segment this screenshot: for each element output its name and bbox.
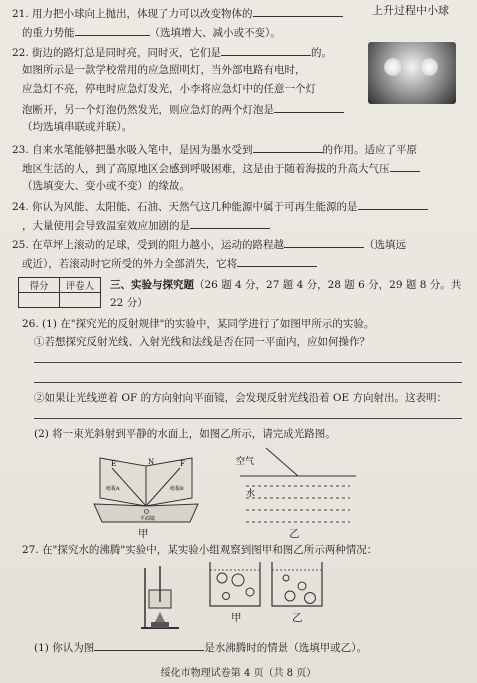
q22-blank-2[interactable] xyxy=(274,102,344,113)
q23-text-a: 23. 自来水笔能够把墨水吸入笔中，是因为墨水受到 xyxy=(12,144,253,156)
label-mirror: 平面镜 xyxy=(140,516,156,522)
q22-text-a: 22. 街边的路灯总是同时亮，同时灭，它们是 xyxy=(12,47,222,59)
label-plate-a: 纸板A xyxy=(106,486,120,492)
bubble-a1 xyxy=(217,573,227,583)
section3-total: 22 分） xyxy=(110,297,148,309)
q23-line2 xyxy=(22,161,420,176)
reflection-apparatus-figure xyxy=(92,446,202,526)
q23-line1 xyxy=(12,142,417,157)
figure-b-caption: 乙 xyxy=(289,528,300,540)
score-label: 得分 xyxy=(19,278,60,293)
beaker-b xyxy=(272,562,322,606)
q24-text-b: ，大量使用会导致温室效应加剧的是 xyxy=(22,220,190,232)
q23-text-b: 的作用。适应了平原 xyxy=(322,144,418,156)
q27-blank-1[interactable] xyxy=(94,640,204,651)
q26-answer-line-2[interactable] xyxy=(34,382,462,383)
q27-intro: 27. 在"探究水的沸腾"实验中，某实验小组观察到图甲和图乙所示两种情况： xyxy=(22,544,378,556)
label-f: F xyxy=(180,460,185,468)
q26-part2: ②如果让光线逆着 OF 的方向射向平面镜，会发现反射光线沿着 OE 方向射出。这表明： xyxy=(34,392,448,404)
q25-text-a: 25. 在草坪上滚动的足球，受到的阻力越小，运动的路程越 xyxy=(12,239,285,251)
q21-text-b: 的重力势能 xyxy=(22,27,75,39)
bubble-a4 xyxy=(223,593,230,600)
label-air: 空气 xyxy=(236,457,255,467)
beaker-a xyxy=(210,562,260,606)
label-plate-b: 纸板B xyxy=(170,486,184,492)
bubble-b3 xyxy=(285,591,295,601)
q27-q1 xyxy=(34,640,367,655)
label-water: 水 xyxy=(246,489,256,499)
label-n: N xyxy=(148,458,155,466)
boiling-apparatus-figure xyxy=(135,562,185,632)
q24-blank-2[interactable] xyxy=(190,218,270,229)
emergency-lamp-photo xyxy=(368,42,456,104)
bubble-b4 xyxy=(305,593,316,604)
bubble-a2 xyxy=(232,574,244,586)
burner xyxy=(151,622,169,628)
q25-blank-1[interactable] xyxy=(284,237,364,248)
q26-answer-line-1[interactable] xyxy=(34,362,462,363)
bubble-b1 xyxy=(283,575,289,581)
q27-q1-text-a: (1) 你认为图 xyxy=(34,642,95,654)
q25-text-c: 或近），若滚动时它所受的外力全部消失，它将 xyxy=(22,258,238,270)
q22-text-b: 的。 xyxy=(311,47,333,59)
lamp-bulb-right xyxy=(420,58,438,76)
label-e: E xyxy=(111,460,117,468)
q21-blank-1[interactable] xyxy=(253,6,343,17)
q21-text-c: （选填增大、减小或不变）。 xyxy=(149,27,281,39)
q23-blank-2[interactable] xyxy=(390,161,420,172)
page-footer: 绥化市物理试卷第 4 页（共 8 页） xyxy=(160,668,317,679)
q21-tail: 上升过程中小球 xyxy=(372,4,449,17)
q21-text-a: 21. 用力把小球向上抛出，体现了力可以改变物体的 xyxy=(12,8,253,20)
boiling-figure-b xyxy=(270,560,324,608)
refraction-figure xyxy=(232,446,362,526)
boiling-figure-a xyxy=(208,560,262,608)
section3-title: 三、实验与探究题 xyxy=(110,279,194,291)
q22-line3: 应急灯不亮，停电时应急灯发光，小李将应急灯中的任意一个灯 xyxy=(22,83,316,95)
incident-light-ray[interactable] xyxy=(266,448,298,476)
bubble-a3 xyxy=(246,588,254,596)
q26-intro: 26. (1) 在"探究光的反射规律"的实验中，某同学进行了如图甲所示的实验。 xyxy=(22,318,375,330)
q26-part1: ①若想探究反射光线、入射光线和法线是否在同一平面内，应如何操作？ xyxy=(34,336,370,348)
q21-line2 xyxy=(22,25,281,40)
boiling-fig-a-caption: 甲 xyxy=(231,612,242,624)
q22-line5: （均选填串联或并联）。 xyxy=(22,121,133,133)
q21-blank-2[interactable] xyxy=(75,25,150,36)
q23-line3: （选填变大、变小或不变）的缘故。 xyxy=(22,180,190,192)
q22-text-c: 泡断开，另一个灯泡仍然发光，则应急灯的两个灯泡是 xyxy=(22,104,274,116)
boiling-fig-b-caption: 乙 xyxy=(292,612,303,624)
q25-blank-2[interactable] xyxy=(237,256,317,267)
section3-header xyxy=(110,279,461,292)
bubble-b2 xyxy=(298,582,306,590)
q24-line2 xyxy=(22,218,270,233)
q22-blank-1[interactable] xyxy=(221,45,311,56)
q22-line2: 如图所示是一款学校常用的应急照明灯，当外部电路有电时， xyxy=(22,64,306,76)
burner-flame xyxy=(155,612,165,622)
q24-blank-1[interactable] xyxy=(358,199,428,210)
q26-part3: (2) 将一束光斜射到平静的水面上，如图乙所示，请完成光路图。 xyxy=(34,428,336,440)
score-table xyxy=(18,277,101,308)
q27-q1-text-b: 是水沸腾时的情景（选填甲或乙）。 xyxy=(204,642,367,654)
q25-text-b: （选填远 xyxy=(364,239,407,251)
grader-cell[interactable] xyxy=(60,293,101,308)
section3-detail: （26 题 4 分，27 题 4 分，28 题 6 分，29 题 8 分。共 xyxy=(194,279,462,291)
score-cell[interactable] xyxy=(19,293,60,308)
q22-line4 xyxy=(22,102,344,117)
q26-answer-line-3[interactable] xyxy=(34,418,462,419)
q23-text-c: 地区生活的人，到了高原地区会感到呼吸困难，这是由于随着海拔的升高大气压 xyxy=(22,163,390,175)
q25-line1 xyxy=(12,237,406,252)
lamp-bulb-left xyxy=(384,58,402,76)
q25-line2 xyxy=(22,256,317,271)
q22-line1 xyxy=(12,45,332,60)
q23-blank-1[interactable] xyxy=(253,142,323,153)
q24-text-a: 24. 你认为风能、太阳能、石油、天然气这几种能源中属于可再生能源的是 xyxy=(12,201,358,213)
q21-line1 xyxy=(12,6,343,21)
figure-a-caption: 甲 xyxy=(138,528,149,540)
q24-line1 xyxy=(12,199,428,214)
label-o: O xyxy=(144,509,149,516)
grader-label: 评卷人 xyxy=(60,278,101,293)
